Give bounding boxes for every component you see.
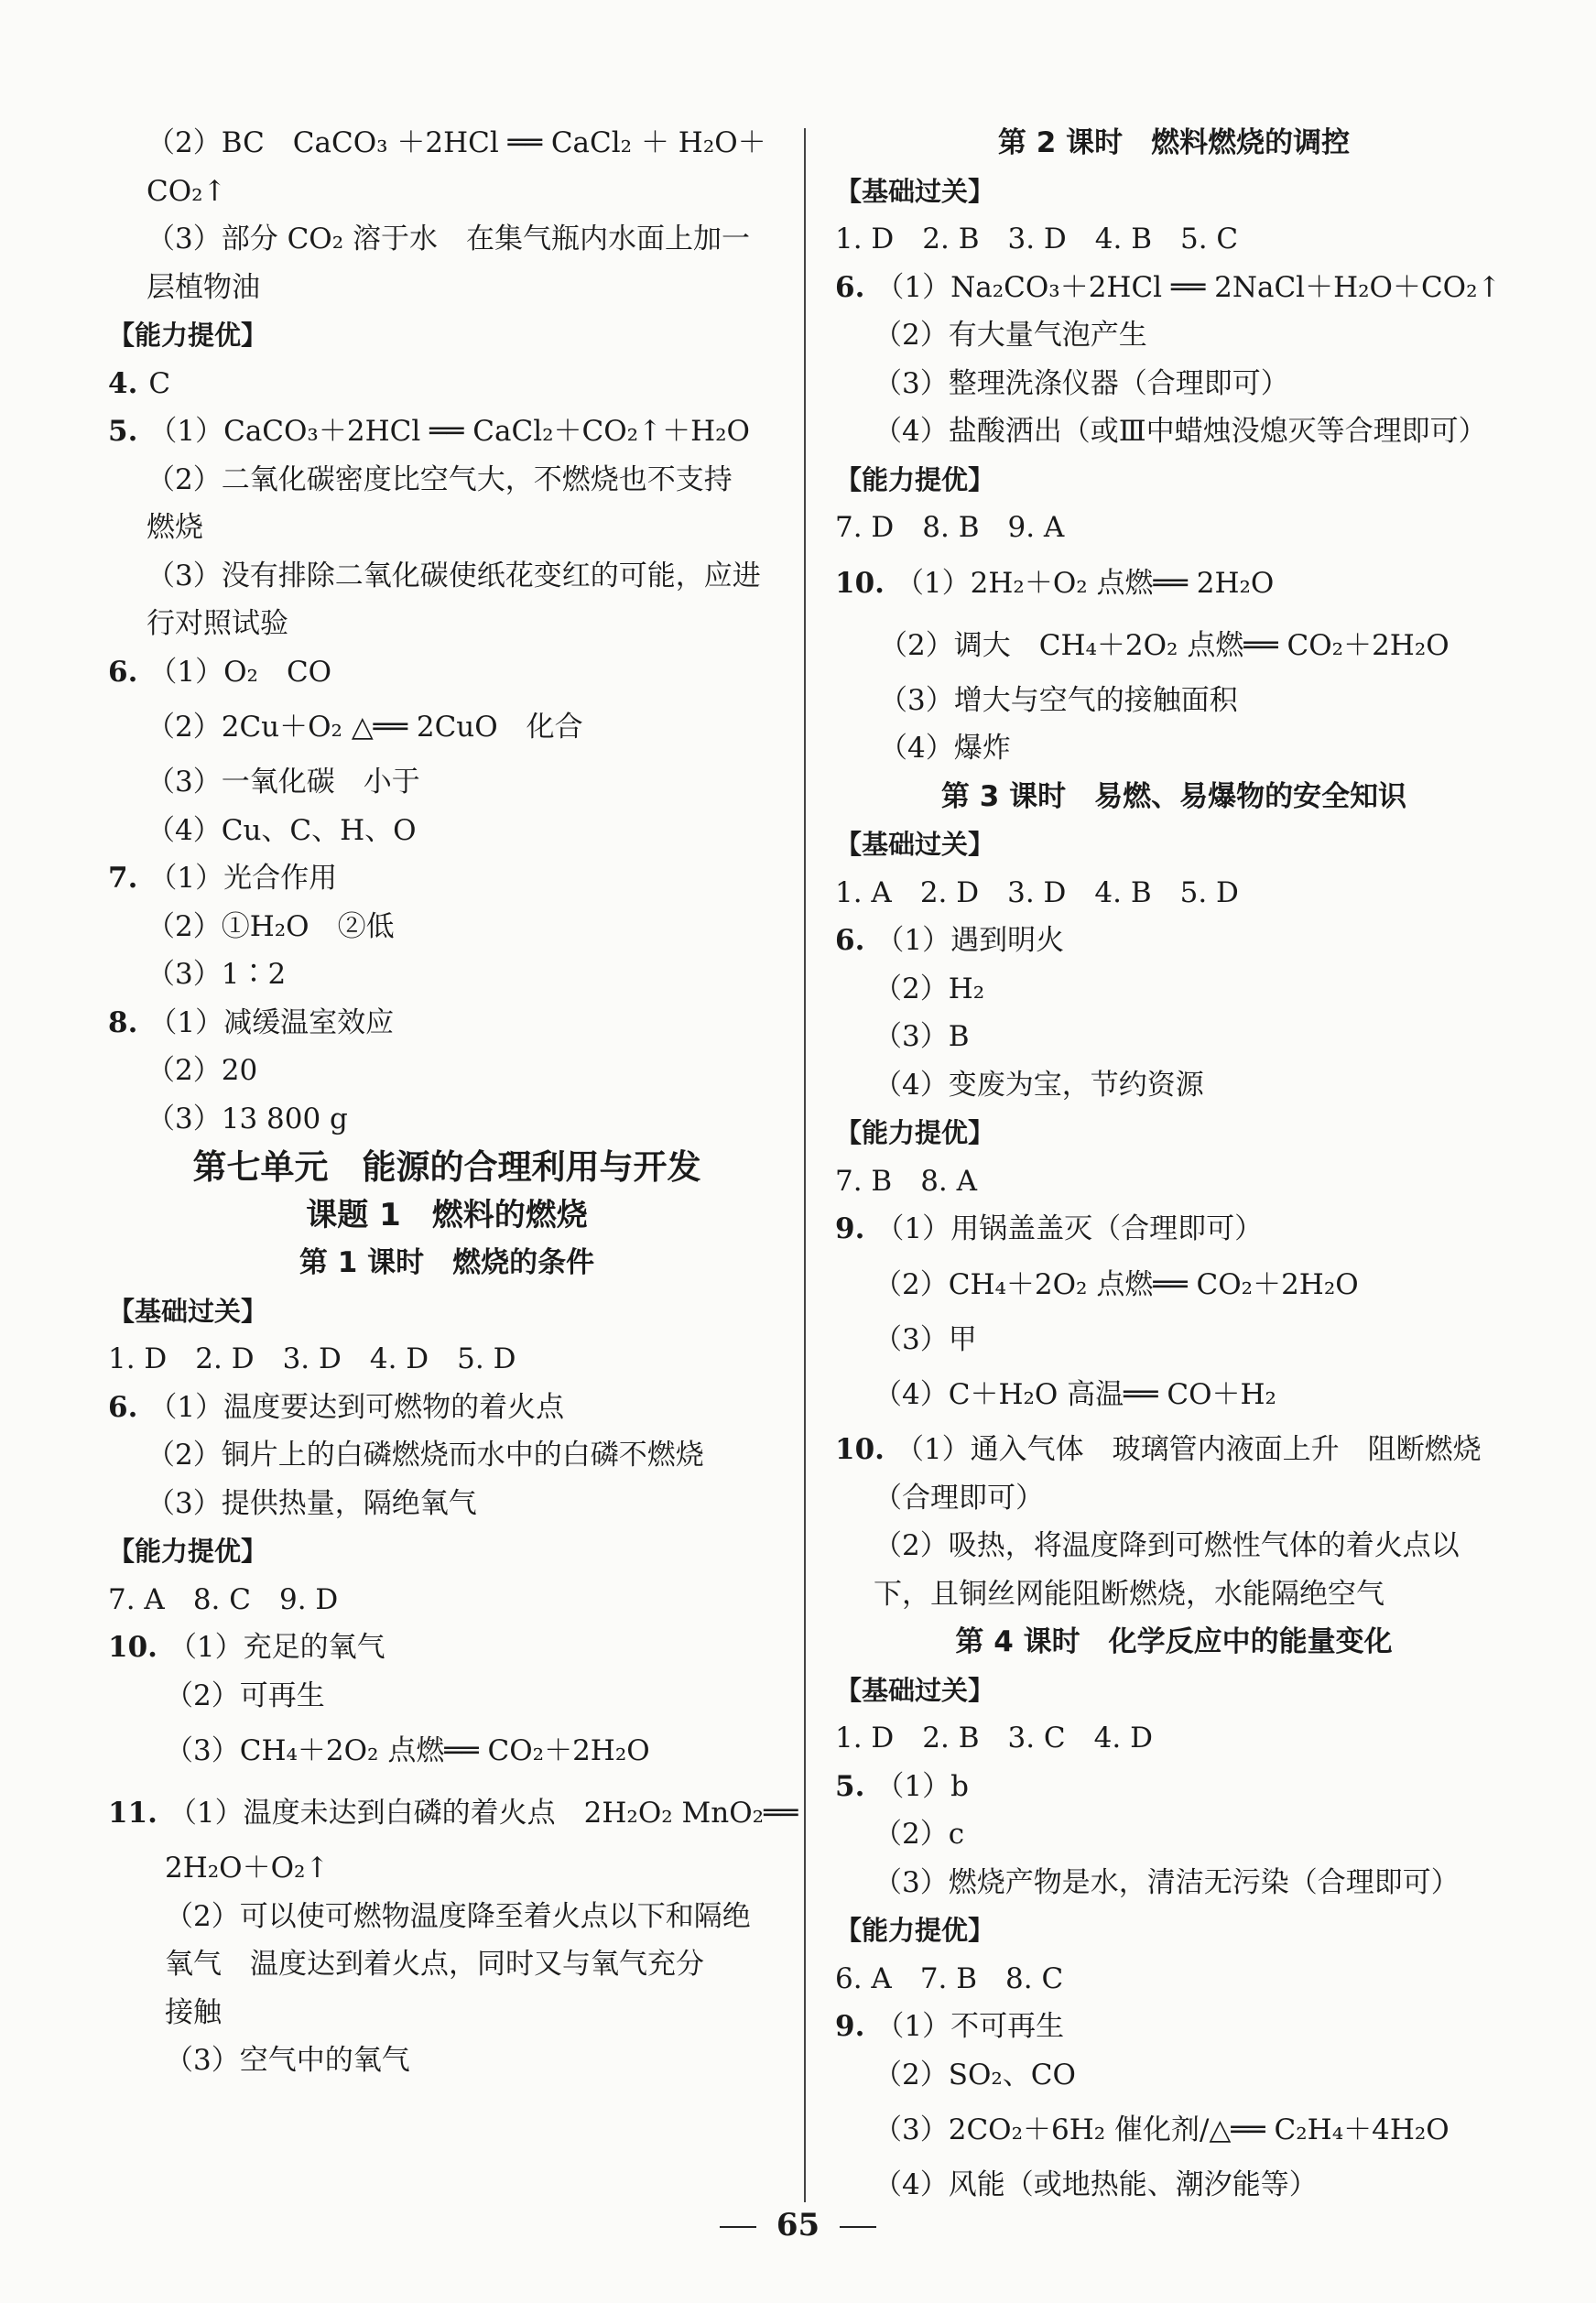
line-text: （3）整理洗涤仪器（合理即可） [874,366,1289,400]
answer-line [835,215,1513,264]
answer-line [835,1157,1513,1206]
answer-line [108,215,786,264]
line-text: （4）C＋H₂O 高温══ CO＋H₂ [874,1378,1276,1411]
answer-line [108,407,786,456]
line-text: 7. A 8. C 9. D [108,1582,339,1616]
line-text: 接触 [165,1995,222,2029]
line-text: （1）充足的氧气 [168,1631,385,1664]
line-text: 1. D 2. B 3. C 4. D [835,1722,1153,1754]
answer-line [835,1013,1513,1061]
answer-line [835,1426,1513,1474]
line-text: （1）温度未达到白磷的着火点 2H₂O₂ MnO₂══ [168,1797,798,1830]
line-text: （1）遇到明火 [875,924,1065,957]
answer-line [835,1254,1513,1316]
line-text: 7. B 8. A [835,1164,978,1198]
line-text: 下，且铜丝网能阻断燃烧，水能隔绝空气 [874,1577,1384,1611]
line-text: （4）风能（或地热能、潮汐能等） [874,2168,1318,2201]
line-text: 【基础过关】 [835,175,995,207]
answer-line [108,168,786,216]
answer-line [835,1714,1513,1763]
answer-line [108,1624,786,1672]
answer-line [835,552,1513,614]
left-column [108,119,798,2085]
line-text: 第 1 课时 燃烧的条件 [299,1246,595,1279]
line-text: 【能力提优】 [108,1536,268,1567]
line-text: （1）CaCO₃＋2HCl ══ CaCl₂＋CO₂↑＋H₂O [148,415,750,448]
answer-line [108,1720,786,1782]
line-text: （2）20 [147,1054,258,1087]
line-text: （1）b [875,1769,969,1803]
line-text: 1. A 2. D 3. D 4. B 5. D [835,875,1239,909]
line-text: 课题 1 燃料的燃烧 [306,1196,588,1233]
answer-line [108,504,786,552]
answer-line [835,1316,1513,1364]
question-number: 9. [835,2010,865,2043]
line-text: 【基础过关】 [108,1295,268,1327]
line-text: 【能力提优】 [108,320,268,351]
page-number-text: 65 [776,2207,820,2243]
answer-line [108,1047,786,1095]
line-text: （3）提供热量，隔绝氧气 [147,1486,477,1520]
answer-line [835,2003,1513,2051]
line-text: （2）CH₄＋2O₂ 点燃══ CO₂＋2H₂O [874,1267,1359,1301]
section-heading [835,456,1513,505]
question-number: 6. [835,924,865,957]
answer-line [108,648,786,697]
question-number: 9. [835,1212,865,1245]
question-number: 11. [108,1797,157,1830]
line-text: （3）13 800 g [147,1102,348,1135]
answer-line [108,1893,786,1941]
question-number: 5. [108,415,138,448]
answer-line [108,1095,786,1144]
dash-left [720,2226,756,2228]
answer-line [835,504,1513,552]
answer-line [835,677,1513,725]
line-text: （1）温度要达到可燃物的着火点 [148,1390,565,1424]
line-text: （2）吸热，将温度降到可燃性气体的着火点以 [874,1529,1460,1562]
answer-line [835,965,1513,1014]
line-text: 2H₂O＋O₂↑ [165,1852,330,1885]
line-text: （2）c [874,1818,965,1851]
answer-line [835,1205,1513,1254]
line-text: 第七单元 能源的合理利用与开发 [192,1146,701,1187]
answer-line [835,360,1513,408]
line-text: 7. D 8. B 9. A [835,511,1065,544]
line-text: （2）可以使可燃物温度降至着火点以下和隔绝 [165,1899,751,1933]
section-heading [108,1527,786,1576]
line-text: （2）BC CaCO₃ ＋2HCl ══ CaCl₂ ＋ H₂O＋ [147,126,766,159]
line-text: 行对照试验 [147,607,288,640]
lesson-title [835,1618,1513,1667]
question-number: 10. [835,1433,885,1466]
line-text: 6. A 7. B 8. C [835,1961,1064,1995]
answer-line [108,1940,786,1989]
answer-line [835,2099,1513,2161]
answer-line [108,1782,798,1844]
line-text: （4）盐酸洒出（或Ⅲ中蜡烛没熄灭等合理即可） [874,415,1487,448]
answer-line [835,264,1513,312]
line-text: （1）O₂ CO [148,655,332,689]
line-text: （2）SO₂、CO [874,2058,1076,2091]
answer-line [108,2037,786,2085]
line-text: 1. D 2. D 3. D 4. D 5. D [108,1342,516,1375]
answer-line [835,1570,1513,1619]
line-text: （3）1∶2 [147,958,287,991]
answer-line [108,119,786,168]
line-text: 【基础过关】 [835,829,995,860]
answer-line [108,1576,786,1624]
line-text: （3）2CO₂＋6H₂ 催化剂/△══ C₂H₄＋4H₂O [874,2113,1449,2146]
line-text: 【基础过关】 [835,1674,995,1706]
answer-line [835,1061,1513,1110]
line-text: （2）铜片上的白磷燃烧而水中的白磷不燃烧 [147,1439,704,1472]
line-text: （3）CH₄＋2O₂ 点燃══ CO₂＋2H₂O [165,1734,650,1767]
page-number [0,2207,1596,2243]
answer-line [108,600,786,648]
answer-line [108,1384,786,1432]
line-text: （2）二氧化碳密度比空气大，不燃烧也不支持 [147,462,733,496]
section-heading [835,820,1513,869]
line-text: （1）光合作用 [148,862,338,895]
line-text: C [148,366,171,400]
line-text: （3）没有排除二氧化碳使纸花变红的可能，应进 [147,559,761,592]
line-text: （1）减缓温室效应 [148,1005,395,1039]
answer-line [108,854,786,903]
column-divider [804,128,806,2202]
answer-line [108,696,786,758]
answer-line [108,758,786,807]
lesson-title [108,1143,786,1191]
line-text: （2）2Cu＋O₂ △══ 2CuO 化合 [147,711,583,744]
answer-line [108,807,786,855]
line-text: 层植物油 [147,270,260,304]
answer-line [108,456,786,505]
answer-line [835,2051,1513,2100]
answer-line [108,1480,786,1528]
question-number: 6. [835,270,865,304]
line-text: （4）变废为宝，节约资源 [874,1068,1204,1102]
answer-line [108,1431,786,1480]
answer-line [835,614,1513,677]
line-text: （2）调大 CH₄＋2O₂ 点燃══ CO₂＋2H₂O [879,628,1449,662]
answer-line [108,1335,786,1384]
section-heading [108,311,786,360]
line-text: 燃烧 [147,511,203,544]
answer-line [835,724,1513,773]
section-heading [835,1667,1513,1715]
section-heading [835,1109,1513,1157]
question-number: 8. [108,1005,138,1039]
lesson-title [835,773,1513,821]
question-number: 4. [108,366,138,400]
answer-line [108,951,786,999]
answer-line [108,264,786,312]
line-text: （3）空气中的氧气 [165,2044,410,2077]
lesson-title [108,1239,786,1287]
line-text: （3）甲 [874,1322,977,1356]
answer-line [108,552,786,601]
dash-right [840,2226,876,2228]
line-text: （2）①H₂O ②低 [147,909,395,943]
line-text: （3）燃烧产物是水，清洁无污染（合理即可） [874,1865,1460,1899]
answer-line [835,1363,1513,1426]
answer-line [835,1522,1513,1570]
line-text: （3）增大与空气的接触面积 [879,683,1238,717]
answer-line [108,1989,786,2037]
answer-line [835,1859,1513,1907]
line-text: （1）通入气体 玻璃管内液面上升 阻断燃烧 [895,1433,1482,1466]
line-text: 第 4 课时 化学反应中的能量变化 [955,1625,1393,1658]
right-column [835,119,1513,2210]
section-heading [835,1906,1513,1955]
line-text: （合理即可） [874,1481,1044,1515]
line-text: 1. D 2. B 3. D 4. B 5. C [835,223,1239,255]
line-text: （2）可再生 [165,1678,325,1712]
answer-line [108,1844,786,1893]
line-text: 第 2 课时 燃料燃烧的调控 [997,126,1351,159]
line-text: （4）爆炸 [879,732,1011,765]
question-number: 10. [108,1631,157,1664]
line-text: （1）2H₂＋O₂ 点燃══ 2H₂O [895,566,1275,600]
answer-line [108,903,786,951]
line-text: CO₂↑ [147,174,227,208]
answer-line [835,407,1513,456]
answer-line [835,2161,1513,2210]
line-text: （1）不可再生 [875,2010,1065,2043]
line-text: （3）一氧化碳 小于 [147,766,420,798]
question-number: 7. [108,862,138,895]
section-heading [835,168,1513,216]
answer-line [835,311,1513,360]
line-text: （3）部分 CO₂ 溶于水 在集气瓶内水面上加一 [147,223,750,255]
line-text: 【能力提优】 [835,463,995,495]
question-number: 6. [108,1390,138,1424]
answer-line [835,1955,1513,2004]
line-text: 【能力提优】 [835,1117,995,1148]
section-heading [108,1287,786,1336]
lesson-title [835,119,1513,168]
line-text: （2）H₂ [874,972,985,1005]
line-text: 氧气 温度达到着火点，同时又与氧气充分 [165,1948,704,1981]
answer-line [835,1810,1513,1859]
line-text: （2）有大量气泡产生 [874,319,1147,352]
line-text: 【能力提优】 [835,1915,995,1946]
answer-line [108,1672,786,1721]
line-text: （4）Cu、C、H、O [147,813,417,847]
answer-line [108,999,786,1048]
line-text: （3）B [874,1020,970,1053]
answer-line [835,1763,1513,1811]
question-number: 10. [835,566,885,600]
answer-line [108,360,786,408]
line-text: （1）Na₂CO₃＋2HCl ══ 2NaCl＋H₂O＋CO₂↑ [875,270,1502,304]
question-number: 6. [108,655,138,689]
answer-line [835,917,1513,965]
lesson-title [108,1191,786,1240]
answer-line [835,1474,1513,1523]
question-number: 5. [835,1769,865,1803]
line-text: （1）用锅盖盖灭（合理即可） [875,1212,1264,1245]
line-text: 第 3 课时 易燃、易爆物的安全知识 [940,779,1407,813]
answer-line [835,869,1513,918]
